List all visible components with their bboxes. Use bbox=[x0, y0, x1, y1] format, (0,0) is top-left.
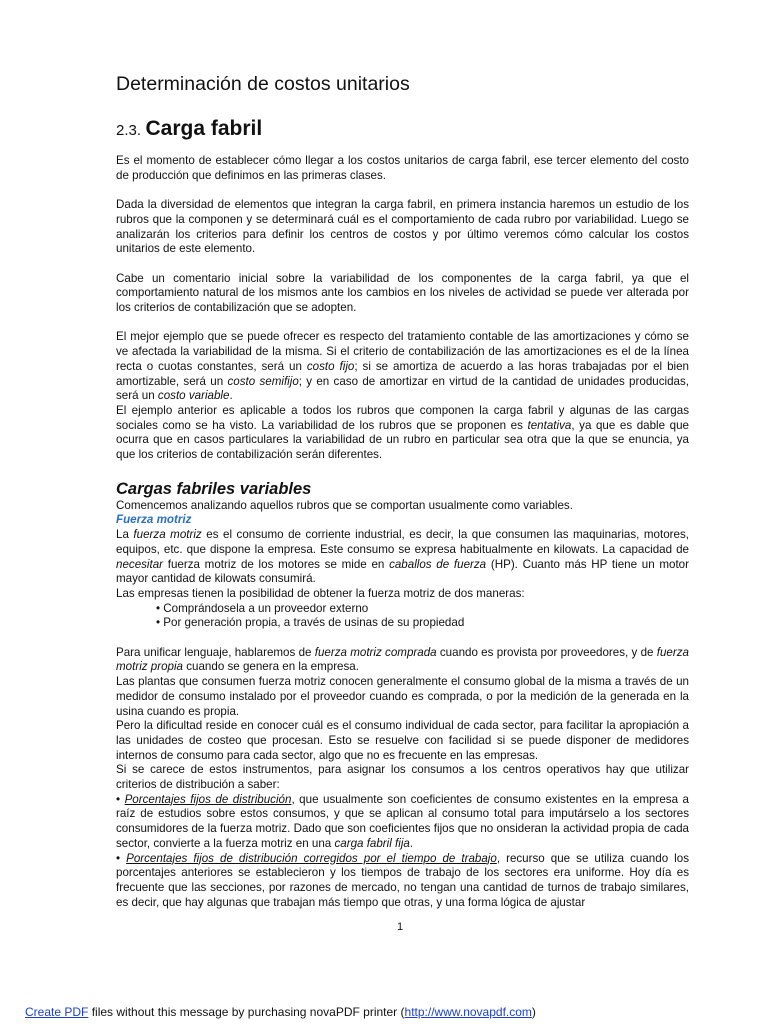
paragraph: Las plantas que consumen fuerza motriz conocen generalmente el consumo global de la misma a través de un medidor de consumo instalado por el proveedor cuando es comprada, o por la medición de la generada en la usina cuando es propia. bbox=[116, 675, 689, 718]
paragraph: Para unificar lenguaje, hablaremos de fuerza motriz comprada cuando es provista por proveedores, y de fuerza motriz propia cuando se genera en la empresa. bbox=[116, 645, 689, 674]
page-number: 1 bbox=[397, 921, 404, 933]
pdf-footer bbox=[25, 1005, 536, 1019]
paragraph: Cabe un comentario inicial sobre la variabilidad de los componentes de la carga fabril, ya que el comportamiento natural de los mismos ante los cambios en los niveles de actividad se puede ver alterada por los criterios de contabilización que se adopten. bbox=[116, 271, 689, 314]
paragraph: Comencemos analizando aquellos rubros que se comportan usualmente como variables. bbox=[116, 498, 573, 512]
section-heading bbox=[116, 117, 262, 141]
document-body bbox=[116, 154, 689, 910]
paragraph: • Porcentajes fijos de distribución, que usualmente son coeficientes de consumo existentes en la empresa a raíz de estudios sobre estos consumos, y que se aplican al consumo total para imputárselo a los sectores consumidores de la fuerza motriz. Dado que son coeficientes fijos que no onsideran la actividad propia de cada sector, convierte a la fuerza motriz en una carga fabril fija. bbox=[116, 792, 690, 850]
paragraph: Dada la diversidad de elementos que integran la carga fabril, en primera instancia haremos un estudio de los rubros que la componen y se determinará cuál es el comportamiento de cada rubro por variabilidad. Luego se analizarán los criterios para definir los centros de costos y por último veremos cómo calcular los costos unitarios de este elemento. bbox=[116, 198, 689, 256]
list-item: • Por generación propia, a través de usinas de su propiedad bbox=[156, 616, 465, 630]
paragraph: La fuerza motriz es el consumo de corriente industrial, es decir, la que consumen las maquinarias, motores, equipos, etc. que dispone la empresa. Este consumo se expresa habitualmente en kilowats. La capacidad de necesitar fuerza motriz de los motores se mide en caballos de fuerza (HP). Cuanto más HP tiene un motor mayor cantidad de kilowats consumirá. bbox=[116, 528, 690, 586]
paragraph: El mejor ejemplo que se puede ofrecer es respecto del tratamiento contable de las amortizaciones y cómo se ve afectada la variabilidad de la misma. Si el criterio de contabilización de las amortizaciones es el de la línea recta o cuotas constantes, será un costo fijo; si se amortiza de acuerdo a las horas trabajadas por el bien amortizable, será un costo semifijo; y en caso de amortizar en virtud de la cantidad de unidades producidas, será un costo variable. bbox=[116, 330, 690, 403]
paragraph: Es el momento de establecer cómo llegar a los costos unitarios de carga fabril, ese tercer elemento del costo de producción que definimos en las primeras clases. bbox=[116, 154, 689, 182]
list-item: • Comprándosela a un proveedor externo bbox=[156, 601, 369, 615]
subsection-heading: Cargas fabriles variables bbox=[116, 479, 312, 498]
create-pdf-link[interactable]: Create PDF bbox=[25, 1005, 89, 1019]
section-title: Carga fabril bbox=[145, 117, 263, 140]
document-title: Determinación de costos unitarios bbox=[116, 73, 410, 95]
section-number: 2.3. bbox=[116, 122, 142, 139]
bullet-list bbox=[116, 602, 689, 631]
footer-text-end: ) bbox=[531, 1005, 536, 1019]
topic-heading: Fuerza motriz bbox=[116, 513, 192, 527]
paragraph: El ejemplo anterior es aplicable a todos los rubros que componen la carga fabril y algunas de las cargas sociales como se ha visto. La variabilidad de los rubros que se proponen es tentativa, ya que es dable que ocurra que en casos particulares la variabilidad de un rubro en particular sea otra que la que se enuncia, ya que los criterios de contabilización serán diferentes. bbox=[116, 403, 690, 462]
paragraph: • Porcentajes fijos de distribución corregidos por el tiempo de trabajo, recurso que se utiliza cuando los porcentajes anteriores se establecieron y los tiempos de trabajo de los sectores era uniforme. Hoy día es frecuente que las secciones, por razones de mercado, no tengan una cantidad de turnos de trabajo similares, es decir, que hay algunas que trabajan más tiempo que otras, y una forma lógica de ajustar bbox=[116, 851, 689, 909]
paragraph: Pero la dificultad reside en conocer cuál es el consumo individual de cada sector, para facilitar la apropiación a las unidades de costeo que procesan. Esto se resuelve con facilidad si se puede disponer de medidores internos de consumo para cada sector, algo que no es frecuente en las empresas. bbox=[116, 719, 689, 762]
paragraph: Las empresas tienen la posibilidad de obtener la fuerza motriz de dos maneras: bbox=[116, 586, 525, 600]
footer-text: files without this message by purchasing novaPDF printer ( bbox=[88, 1005, 405, 1019]
paragraph: Si se carece de estos instrumentos, para asignar los consumos a los centros operativos hay que utilizar criterios de distribución a saber: bbox=[116, 763, 689, 792]
novapdf-link[interactable]: http://www.novapdf.com bbox=[404, 1005, 532, 1019]
